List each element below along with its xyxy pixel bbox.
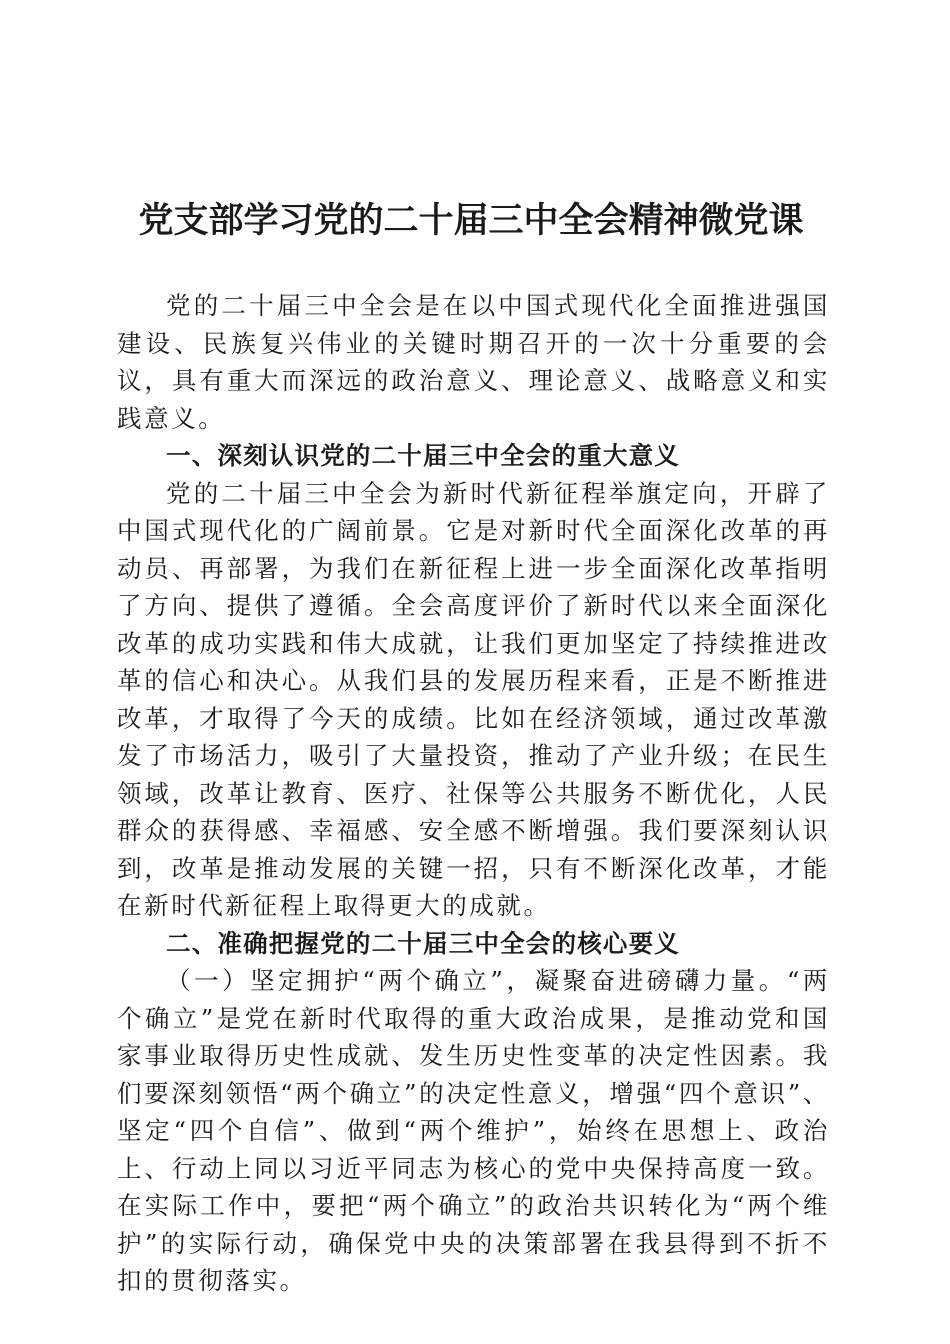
- intro-paragraph: 党的二十届三中全会是在以中国式现代化全面推进强国建设、民族复兴伟业的关键时期召开的一次十分重要的会议，具有重大而深远的政治意义、理论意义、战略意义和实践意义。: [117, 291, 830, 433]
- section-1-paragraph: 党的二十届三中全会为新时代新征程举旗定向，开辟了中国式现代化的广阔前景。它是对新时代全面深化改革的再动员、再部署，为我们在新征程上进一步全面深化改革指明了方向、提供了遵循。全会高度评价了新时代以来全面深化改革的成功实践和伟大成就，让我们更加坚定了持续推进改革的信心和决心。从我们县的发展历程来看，正是不断推进改革，才取得了今天的成绩。比如在经济领域，通过改革激发了市场活力，吸引了大量投资，推动了产业升级；在民生领域，改革让教育、医疗、社保等公共服务不断优化，人民群众的获得感、幸福感、安全感不断增强。我们要深刻认识到，改革是推动发展的关键一招，只有不断深化改革，才能在新时代新征程上取得更大的成就。: [117, 478, 830, 920]
- section-heading-2: 二、准确把握党的二十届三中全会的核心要义: [166, 928, 680, 958]
- page-title: 党支部学习党的二十届三中全会精神微党课: [138, 200, 804, 241]
- section-heading-1: 一、深刻认识党的二十届三中全会的重大意义: [166, 441, 680, 470]
- document-body: [117, 287, 830, 1300]
- section-2-paragraph: （一）坚定拥护“两个确立”，凝聚奋进磅礴力量。“两个确立”是党在新时代取得的重大政治成果，是推动党和国家事业取得历史性成就、发生历史性变革的决定性因素。我们要深刻领悟“两个确立”的决定性意义，增强“四个意识”、坚定“四个自信”、做到“两个维护”，始终在思想上、政治上、行动上同以习近平同志为核心的党中央保持高度一致。在实际工作中，要把“两个确立”的政治共识转化为“两个维护”的实际行动，确保党中央的决策部署在我县得到不折不扣的贯彻落实。: [117, 966, 830, 1295]
